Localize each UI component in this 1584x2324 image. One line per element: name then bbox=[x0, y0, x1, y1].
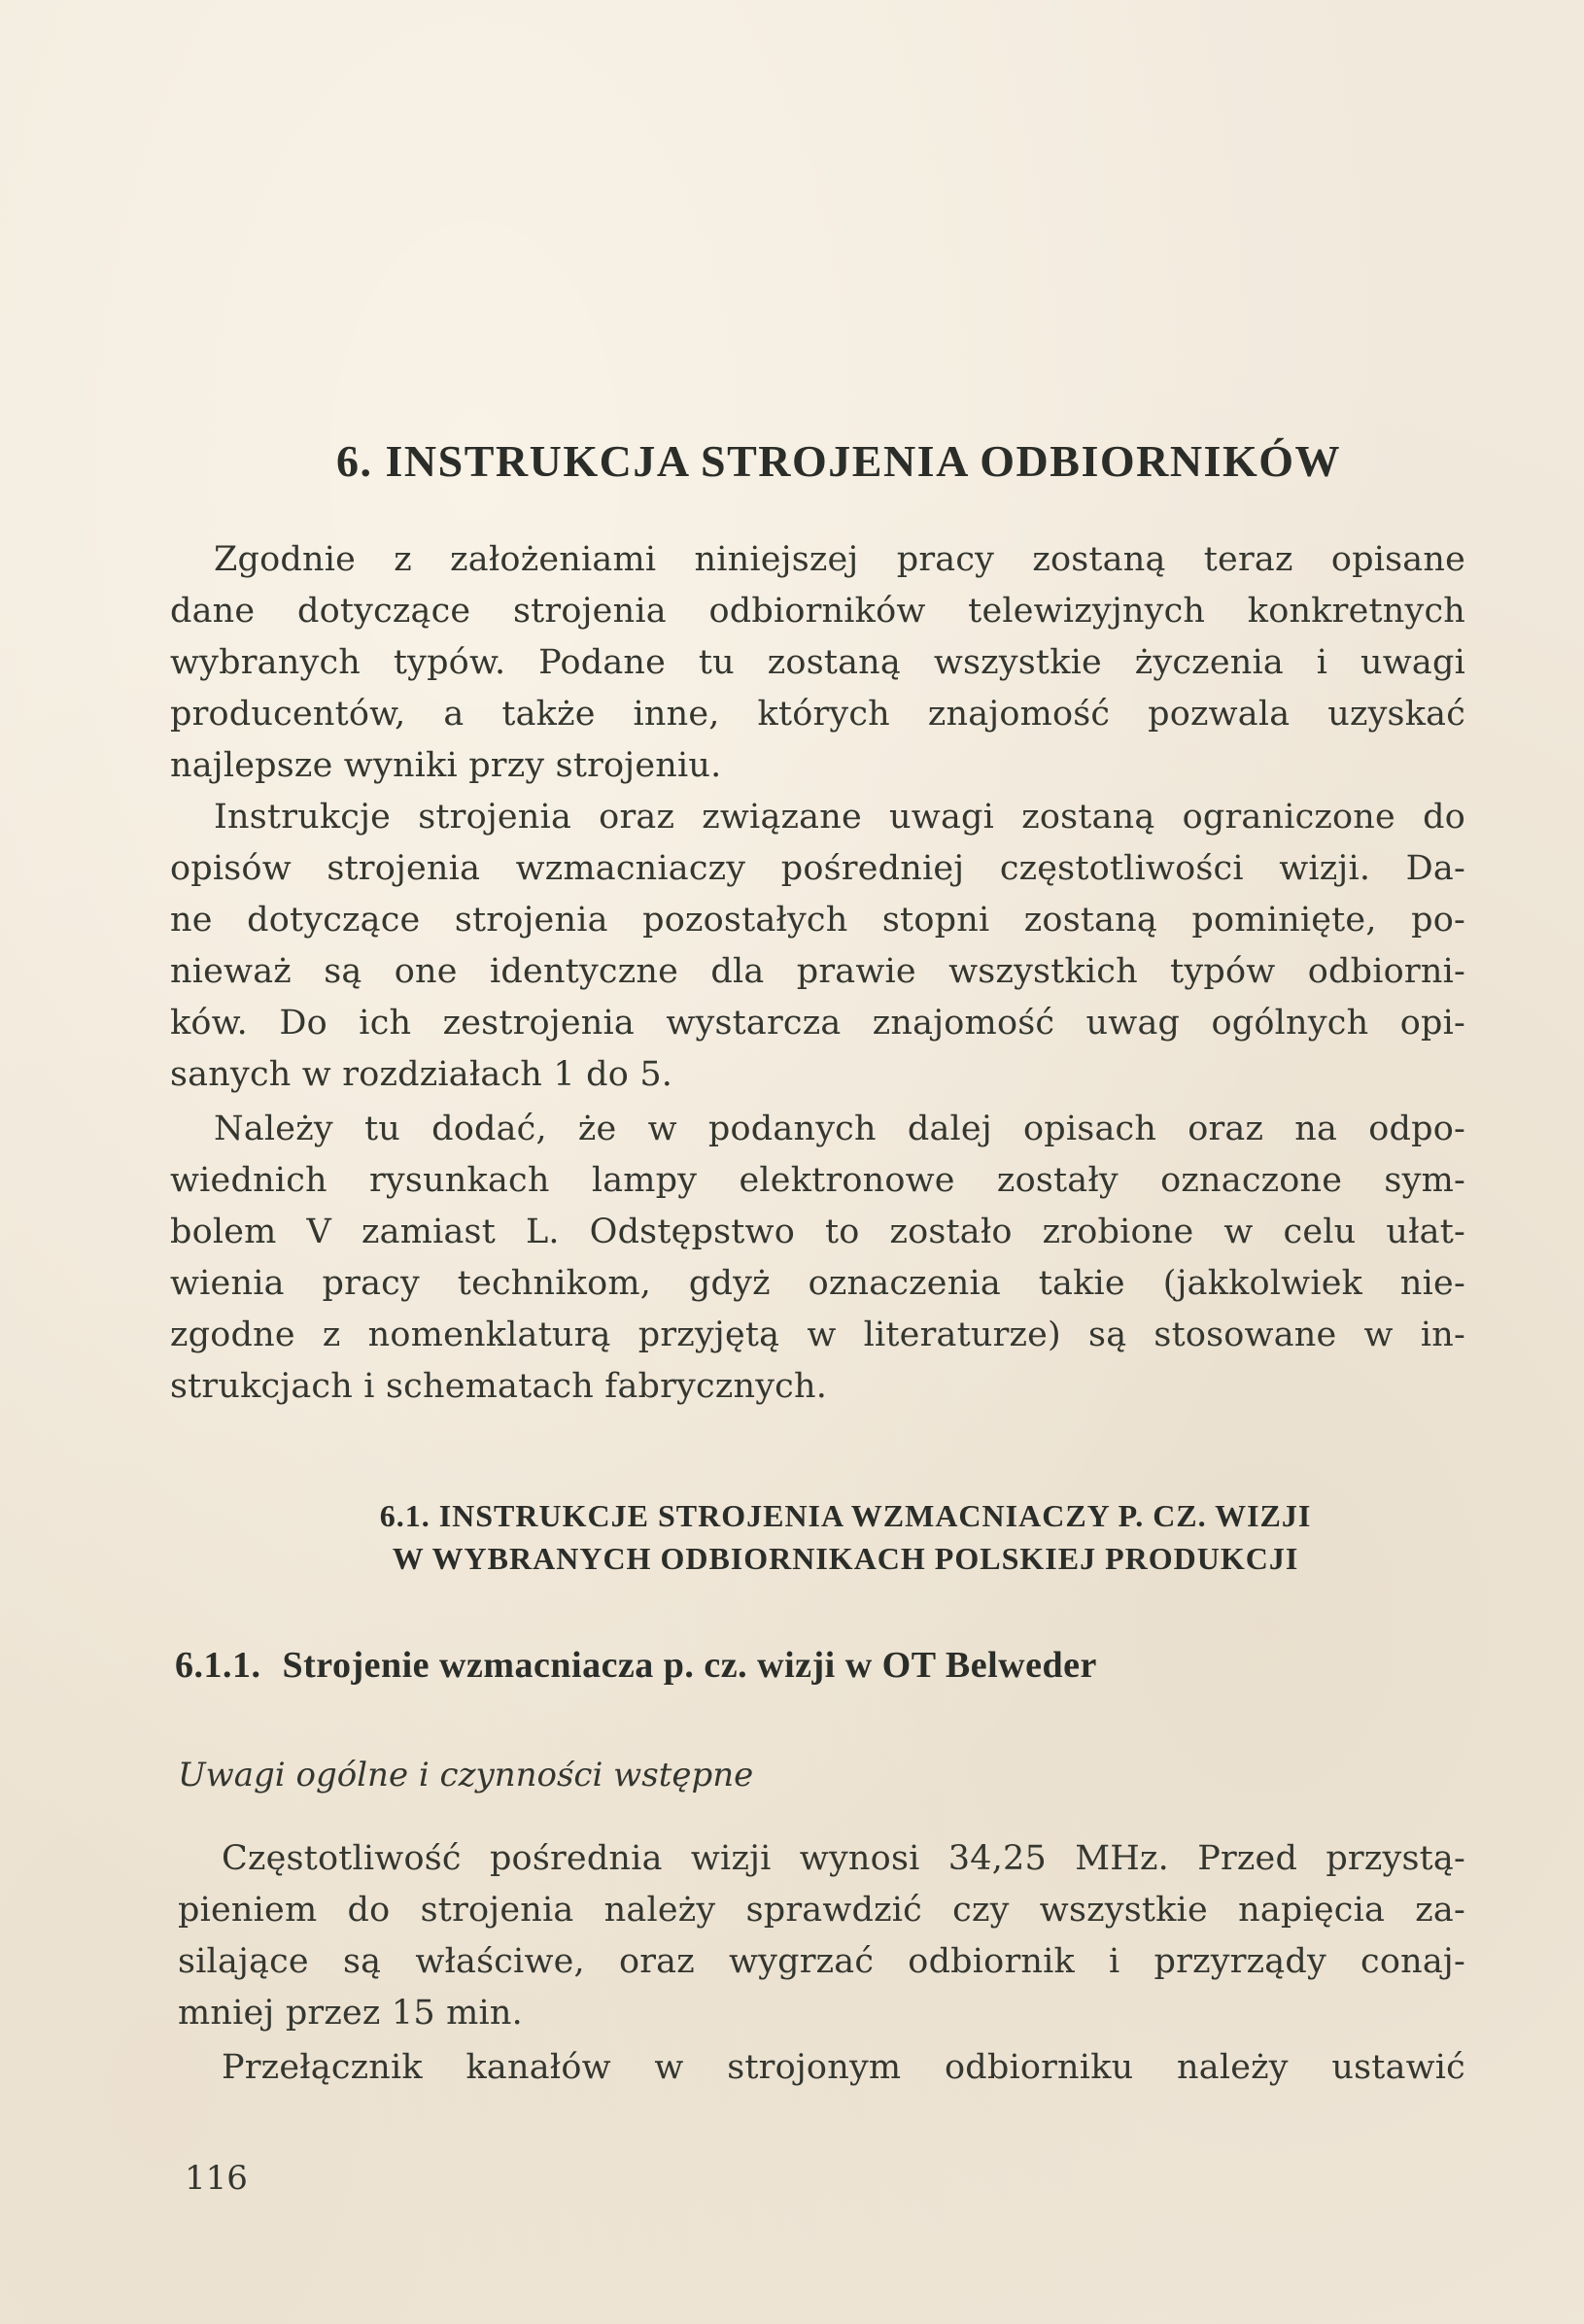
section-heading-line-1: 6.1. INSTRUKCJE STROJENIA WZMACNIACZY P. CZ. WIZJI bbox=[379, 1498, 1312, 1533]
paragraph-line: wybranych typów. Podane tu zostaną wszystkie życzenia i uwagi bbox=[170, 643, 1465, 682]
paragraph-line: mniej przez 15 min. bbox=[178, 1994, 523, 2033]
paragraph-line: Przełącznik kanałów w strojonym odbiorniku należy ustawić bbox=[222, 2048, 1465, 2087]
paragraph-line: strukcjach i schematach fabrycznych. bbox=[170, 1367, 828, 1406]
paragraph-line: opisów strojenia wzmacniaczy pośredniej częstotliwości wizji. Da- bbox=[170, 849, 1465, 888]
page-number: 116 bbox=[185, 2159, 248, 2198]
paragraph-line: wienia pracy technikom, gdyż oznaczenia takie (jakkolwiek nie- bbox=[170, 1264, 1465, 1303]
paragraph-line: producentów, a także inne, których znajomość pozwala uzyskać bbox=[170, 695, 1465, 734]
section-heading-line-2: W WYBRANYCH ODBIORNIKACH POLSKIEJ PRODUKCJI bbox=[392, 1541, 1299, 1576]
subsection-number: 6.1.1. bbox=[175, 1645, 261, 1686]
paragraph-line: Należy tu dodać, że w podanych dalej opisach oraz na odpo- bbox=[214, 1110, 1465, 1148]
paragraph-line: ne dotyczące strojenia pozostałych stopni zostaną pominięte, po- bbox=[170, 901, 1465, 940]
paragraph-line: Instrukcje strojenia oraz związane uwagi zostaną ograniczone do bbox=[214, 798, 1465, 837]
paragraph-line: sanych w rozdziałach 1 do 5. bbox=[170, 1055, 673, 1094]
paragraph-line: pieniem do strojenia należy sprawdzić czy wszystkie napięcia za- bbox=[178, 1891, 1465, 1930]
paragraph-line: silające są właściwe, oraz wygrzać odbiornik i przyrządy conaj- bbox=[178, 1942, 1465, 1981]
paragraph-line: zgodne z nomenklaturą przyjętą w literaturze) są stosowane w in- bbox=[170, 1316, 1465, 1354]
paragraph-line: wiednich rysunkach lampy elektronowe zostały oznaczone sym- bbox=[170, 1161, 1465, 1200]
subsection-title: Strojenie wzmacniacza p. cz. wizji w OT Belweder bbox=[282, 1645, 1097, 1686]
paragraph-line: dane dotyczące strojenia odbiorników telewizyjnych konkretnych bbox=[170, 592, 1465, 631]
paragraph-line: Zgodnie z założeniami niniejszej pracy zostaną teraz opisane bbox=[214, 540, 1465, 579]
paragraph-line: Częstotliwość pośrednia wizji wynosi 34,25 MHz. Przed przystą- bbox=[222, 1839, 1465, 1878]
subsection-heading bbox=[175, 1644, 1097, 1687]
paragraph-line: najlepsze wyniki przy strojeniu. bbox=[170, 746, 722, 785]
paragraph-line: nieważ są one identyczne dla prawie wszystkich typów odbiorni- bbox=[170, 952, 1465, 991]
italic-subheading: Uwagi ogólne i czynności wstępne bbox=[178, 1756, 754, 1794]
paragraph-line: bolem V zamiast L. Odstępstwo to zostało zrobione w celu ułat- bbox=[170, 1213, 1465, 1251]
paragraph-line: ków. Do ich zestrojenia wystarcza znajomość uwag ogólnych opi- bbox=[170, 1004, 1465, 1042]
chapter-title: 6. INSTRUKCJA STROJENIA ODBIORNIKÓW bbox=[336, 436, 1342, 486]
